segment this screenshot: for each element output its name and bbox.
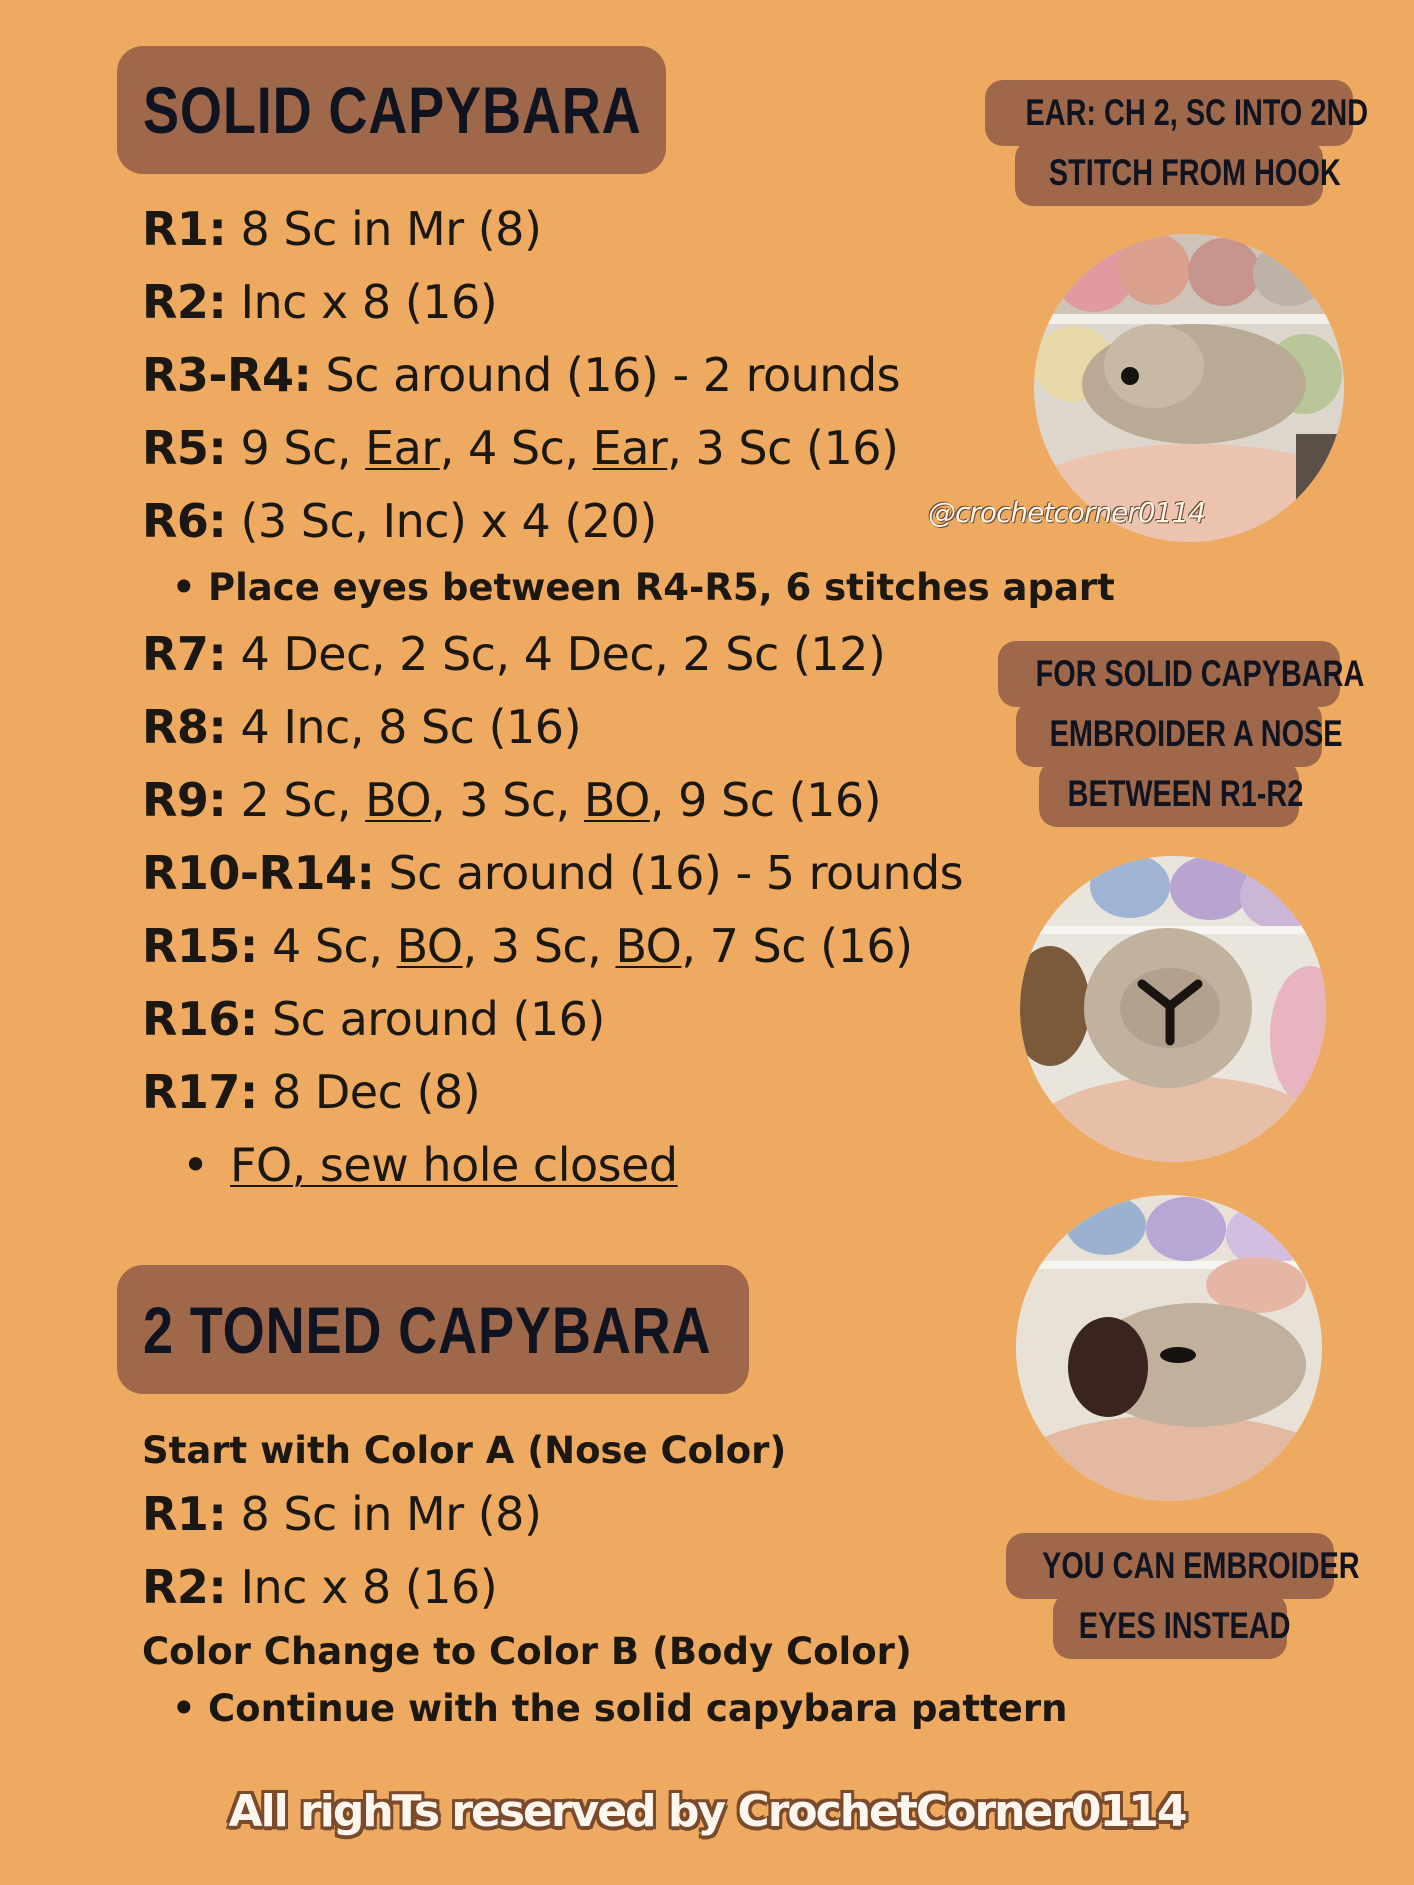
copyright-footer: All righTs reserved by CrochetCorner0114 <box>228 1786 1186 1837</box>
eyes-note <box>172 566 1115 609</box>
fo-note-text: FO, sew hole closed <box>230 1138 678 1192</box>
ear-link: Ear <box>592 421 668 475</box>
round-r8 <box>142 700 582 754</box>
round-label: R2: <box>142 1560 227 1614</box>
round-text: 4 Dec, 2 Sc, 4 Dec, 2 Sc (12) <box>226 627 886 681</box>
note-line: FOR SOLID CAPYBARA <box>1035 653 1365 694</box>
round-r6 <box>142 494 657 548</box>
round-text: 4 Sc, <box>257 919 397 973</box>
two-toned-capybara-photo <box>1016 1195 1322 1501</box>
round-text: , 3 Sc, <box>462 919 616 973</box>
round-r2 <box>142 275 498 329</box>
solid-title-text: SOLID CAPYBARA <box>143 73 642 147</box>
round-r15 <box>142 919 913 973</box>
round-text: 2 Sc, <box>226 773 366 827</box>
watermark-text: @crochetcorner0114 <box>928 496 1206 529</box>
eyes-note-box <box>1006 1533 1360 1599</box>
round-r10-r14 <box>142 846 964 900</box>
round-label: R9: <box>142 773 227 827</box>
continue-note <box>172 1687 1068 1730</box>
note-line: EYES INSTEAD <box>1078 1605 1291 1646</box>
bullet-icon: • <box>182 1138 209 1192</box>
round-text: , 3 Sc, <box>431 773 584 827</box>
note-line: EAR: CH 2, SC INTO 2ND <box>1025 92 1369 133</box>
round-text: , 7 Sc (16) <box>681 919 913 973</box>
round-text: 8 Sc in Mr (8) <box>226 202 542 256</box>
two-toned-capybara-illustration <box>1016 1195 1322 1501</box>
round-r1 <box>142 202 542 256</box>
bo-link: BO <box>615 919 682 973</box>
bo-link: BO <box>396 919 463 973</box>
round-label: R5: <box>142 421 227 475</box>
round-label: R2: <box>142 275 227 329</box>
fo-note <box>182 1138 678 1192</box>
ear-note-box-2 <box>1015 140 1341 206</box>
bullet-icon: • <box>172 1687 196 1730</box>
nose-note-box-3 <box>1039 761 1304 827</box>
two-toned-capybara-title <box>117 1265 749 1394</box>
bo-link: BO <box>365 773 432 827</box>
round-label: R1: <box>142 1487 227 1541</box>
nose-note-box-2 <box>1016 701 1343 767</box>
round-text: 4 Inc, 8 Sc (16) <box>226 700 582 754</box>
color-change-b: Color Change to Color B (Body Color) <box>142 1630 912 1673</box>
round-text: 8 Sc in Mr (8) <box>226 1487 542 1541</box>
round-text: Inc x 8 (16) <box>226 1560 498 1614</box>
round-text: Sc around (16) - 5 rounds <box>374 846 964 900</box>
round-label: R10-R14: <box>142 846 375 900</box>
note-line: BETWEEN R1-R2 <box>1067 773 1304 814</box>
round-label: R3-R4: <box>142 348 312 402</box>
round-text: Sc around (16) <box>257 992 605 1046</box>
round-r17 <box>142 1065 481 1119</box>
capybara-front-photo <box>1020 856 1326 1162</box>
round-text: , 9 Sc (16) <box>649 773 882 827</box>
round-label: R7: <box>142 627 227 681</box>
toned-title-text: 2 TONED CAPYBARA <box>143 1292 712 1367</box>
round-text: Inc x 8 (16) <box>226 275 498 329</box>
note-line: STITCH FROM HOOK <box>1048 152 1341 193</box>
note-line: YOU CAN EMBROIDER <box>1042 1545 1360 1586</box>
round-r16 <box>142 992 605 1046</box>
round-label: R15: <box>142 919 258 973</box>
round-r3-r4 <box>142 348 901 402</box>
start-color-a: Start with Color A (Nose Color) <box>142 1429 787 1472</box>
round-text: Sc around (16) - 2 rounds <box>311 348 901 402</box>
ear-note-box <box>985 80 1369 146</box>
eyes-note-text: Place eyes between R4-R5, 6 stitches apart <box>208 566 1115 609</box>
round-text: (3 Sc, Inc) x 4 (20) <box>226 494 657 548</box>
round-r7 <box>142 627 886 681</box>
bullet-icon: • <box>172 566 196 609</box>
round-text: 9 Sc, <box>226 421 366 475</box>
note-line: EMBROIDER A NOSE <box>1049 713 1343 754</box>
nose-note-box <box>998 641 1365 707</box>
round-label: R8: <box>142 700 227 754</box>
round-text: , 3 Sc (16) <box>667 421 899 475</box>
ear-link: Ear <box>365 421 440 475</box>
round-text: , 4 Sc, <box>439 421 593 475</box>
round-label: R6: <box>142 494 227 548</box>
round-text: 8 Dec (8) <box>257 1065 481 1119</box>
capybara-front-illustration <box>1020 856 1326 1162</box>
round-label: R1: <box>142 202 227 256</box>
round-r5 <box>142 421 899 475</box>
round-label: R17: <box>142 1065 258 1119</box>
round-label: R16: <box>142 992 258 1046</box>
toned-round-r1 <box>142 1487 542 1541</box>
round-r9 <box>142 773 882 827</box>
bo-link: BO <box>583 773 650 827</box>
toned-round-r2 <box>142 1560 498 1614</box>
eyes-note-box-2 <box>1053 1593 1291 1659</box>
continue-note-text: Continue with the solid capybara pattern <box>208 1687 1068 1730</box>
solid-capybara-title <box>117 46 666 174</box>
